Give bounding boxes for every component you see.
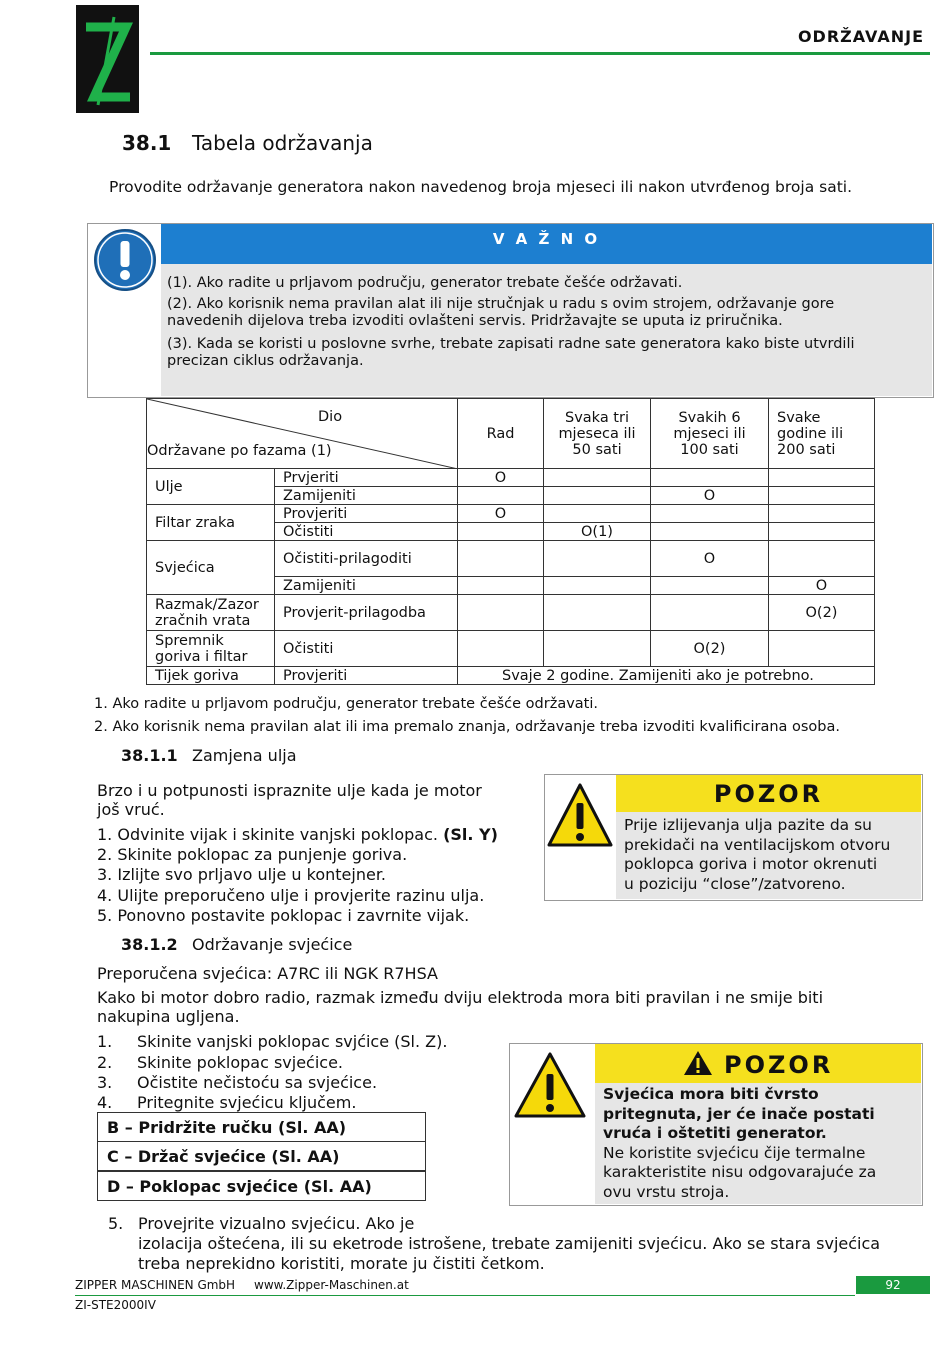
oil-section-number: 38.1.1 xyxy=(121,746,178,765)
important-note-2b: navedenih dijelova treba izvoditi ovlašteni servis. Pridržavajte se uputa iz priručnika. xyxy=(167,313,783,329)
oil-warning-line-2: prekidači na ventilacijskom otvoru xyxy=(624,835,891,854)
important-note-3a: (3). Kada se koristi u poslovne svrhe, trebate zapisati radne sate generatora kako biste utvrdili xyxy=(167,336,855,352)
mark-cell xyxy=(769,523,875,541)
plug-step-num: 1. xyxy=(97,1032,113,1051)
oil-step-5: 5. Ponovno postavite poklopac i zavrnite vijak. xyxy=(97,906,470,925)
page-number: 92 xyxy=(856,1276,930,1294)
fuel-flow-note: Svaje 2 godine. Zamijeniti ako je potrebno. xyxy=(458,667,875,685)
plug-step-4 xyxy=(97,1093,356,1113)
oil-step-3: 3. Izlijte svo prljavo ulje u kontejner. xyxy=(97,865,387,884)
oil-step-2: 2. Skinite poklopac za punjenje goriva. xyxy=(97,845,408,864)
plug-section-number: 38.1.2 xyxy=(121,935,178,954)
oil-warning-body xyxy=(616,812,921,899)
mark-cell xyxy=(544,595,651,631)
mark-cell xyxy=(651,595,769,631)
plug-step-text: Pritegnite svjećicu ključem. xyxy=(137,1093,357,1112)
footer-rule xyxy=(75,1295,855,1296)
header-title: ODRŽAVANJE xyxy=(797,27,924,46)
plug-warning-body xyxy=(595,1083,921,1204)
mark-cell xyxy=(544,541,651,577)
maintenance-table xyxy=(146,398,875,685)
footnote-2: 2. Ako korisnik nema pravilan alat ili ima premalo znanja, održavanje treba izvoditi kvalificirana osoba. xyxy=(94,719,841,735)
plug-step-5-a: Provejrite vizualno svjećicu. Ako je xyxy=(138,1214,415,1233)
intro-text: Provodite održavanje generatora nakon navedenog broja mjeseci ili nakon utvrđenog broja sati. xyxy=(109,178,853,196)
plug-warning-heading xyxy=(595,1044,921,1083)
plug-step-text: Očistite nečistoću sa svjećice. xyxy=(137,1073,378,1092)
mark-cell: O(2) xyxy=(769,595,875,631)
oil-step-4: 4. Ulijte preporučeno ulje i provjerite razinu ulja. xyxy=(97,886,485,905)
part-spark-plug: Svjećica xyxy=(147,541,275,595)
col-header-12-months: Svake godine ili 200 sati xyxy=(769,399,875,469)
plug-step-1 xyxy=(97,1032,447,1052)
plug-warning-line-1: Ne koristite svjećicu čije termalne xyxy=(603,1143,866,1162)
plug-warning-line-3: ovu vrstu stroja. xyxy=(603,1182,730,1201)
plug-text-b: nakupina ugljena. xyxy=(97,1007,240,1026)
warning-triangle-icon xyxy=(510,1044,594,1134)
oil-warning-line-4: u poziciju “close”/zatvoreno. xyxy=(624,874,846,893)
part-air-filter: Filtar zraka xyxy=(147,505,275,541)
important-icon-cell xyxy=(88,224,161,396)
action-cell: Provjeriti xyxy=(275,667,458,685)
section-title: Tabela održavanja xyxy=(192,131,373,155)
part-fuel-tank: Spremnik goriva i filtar xyxy=(147,631,275,667)
mark-cell: O xyxy=(651,541,769,577)
oil-intro-a: Brzo i u potpunosti ispraznite ulje kada je motor xyxy=(97,781,482,800)
plug-warning-line-2: karakteristite nisu odgovarajuće za xyxy=(603,1163,877,1181)
oil-warning-line-3: poklopca goriva i motor okrenuti xyxy=(624,855,878,873)
action-cell: Zamijeniti xyxy=(275,487,458,505)
plug-step-5-b: izolacija oštećena, ili su eketrode istrošene, trebate zamijeniti svjećicu. Ako se stara svjećica xyxy=(138,1234,881,1253)
plug-warning-bold-2: pritegnuta, jer će inače postati xyxy=(603,1104,875,1123)
table-corner-header xyxy=(147,399,458,469)
footnote-1: 1. Ako radite u prljavom području, generator trebate češće održavati. xyxy=(94,696,598,712)
mark-cell xyxy=(544,631,651,667)
mark-cell xyxy=(651,523,769,541)
action-cell: Očistiti xyxy=(275,523,458,541)
mark-cell xyxy=(769,487,875,505)
footer-company: ZIPPER MASCHINEN GmbH xyxy=(75,1278,236,1292)
label-box-d: D – Poklopac svjećice (Sl. AA) xyxy=(97,1171,426,1201)
mark-cell xyxy=(651,577,769,595)
mark-cell xyxy=(544,505,651,523)
small-warning-icon xyxy=(683,1050,713,1076)
part-oil: Ulje xyxy=(147,469,275,505)
mark-cell xyxy=(651,469,769,487)
part-fuel-flow: Tijek goriva xyxy=(147,667,275,685)
plug-text-a: Kako bi motor dobro radio, razmak između dviju elektroda mora biti pravilan i ne smije biti xyxy=(97,988,824,1007)
plug-recommended: Preporučena svjećica: A7RC ili NGK R7HSA xyxy=(97,964,438,983)
header-phase: Održavane po fazama (1) xyxy=(147,443,332,459)
plug-section-title: Održavanje svjećice xyxy=(192,935,353,954)
warning-triangle-icon xyxy=(545,775,615,865)
action-cell: Prvjeriti xyxy=(275,469,458,487)
mark-cell xyxy=(458,487,544,505)
mark-cell: O xyxy=(651,487,769,505)
action-cell: Provjeriti xyxy=(275,505,458,523)
action-cell: Očistiti xyxy=(275,631,458,667)
footer-model: ZI-STE2000IV xyxy=(75,1298,156,1312)
header-part: Dio xyxy=(318,409,343,425)
mark-cell xyxy=(769,631,875,667)
part-air-gap: Razmak/Zazor zračnih vrata xyxy=(147,595,275,631)
oil-warning-icon-cell xyxy=(545,775,615,899)
mark-cell: O(1) xyxy=(544,523,651,541)
plug-warning-bold-3: vruća i oštetiti generator. xyxy=(603,1124,827,1142)
mark-cell xyxy=(544,577,651,595)
oil-section-title: Zamjena ulja xyxy=(192,746,297,765)
zipper-z-icon xyxy=(76,5,139,113)
section-number: 38.1 xyxy=(122,131,172,155)
action-cell: Provjerit-prilagodba xyxy=(275,595,458,631)
mark-cell xyxy=(458,523,544,541)
important-note-2a: (2). Ako korisnik nema pravilan alat ili nije stručnjak u radu s ovim strojem, održavanje gore xyxy=(167,296,835,312)
important-note-1: (1). Ako radite u prljavom području, generator trebate češće održavati. xyxy=(167,275,683,291)
important-note-3b: precizan ciklus održavanja. xyxy=(167,353,364,369)
mark-cell xyxy=(769,469,875,487)
col-header-3-months: Svaka tri mjeseca ili 50 sati xyxy=(544,399,651,469)
mark-cell xyxy=(769,541,875,577)
plug-step-text: Skinite poklopac svjećice. xyxy=(137,1053,344,1072)
footer-url[interactable]: www.Zipper-Maschinen.at xyxy=(254,1278,409,1292)
plug-step-text: Skinite vanjski poklopac svjćice (Sl. Z). xyxy=(137,1032,448,1051)
mark-cell xyxy=(544,469,651,487)
plug-warning-title: POZOR xyxy=(724,1051,834,1079)
plug-step-5-c: treba neprekidno koristiti, morate ju čistiti četkom. xyxy=(138,1254,545,1273)
mark-cell xyxy=(458,577,544,595)
exclamation-circle-icon xyxy=(88,224,161,304)
company-logo xyxy=(76,5,139,113)
plug-step-num: 3. xyxy=(97,1073,113,1092)
plug-step-3 xyxy=(97,1073,377,1093)
oil-step-1-text: 1. Odvinite vijak i skinite vanjski poklopac. xyxy=(97,825,444,844)
plug-warning-bold-1: Svjećica mora biti čvrsto xyxy=(603,1085,819,1103)
label-box-c: C – Držač svjećice (Sl. AA) xyxy=(97,1141,426,1171)
oil-warning-line-1: Prije izlijevanja ulja pazite da su xyxy=(624,816,872,834)
important-heading: V A Ž N O xyxy=(161,224,932,264)
mark-cell xyxy=(458,595,544,631)
mark-cell: O xyxy=(769,577,875,595)
plug-step-num: 4. xyxy=(97,1093,113,1112)
header-rule xyxy=(150,52,930,55)
mark-cell xyxy=(458,631,544,667)
label-box-b: B – Pridržite ručku (Sl. AA) xyxy=(97,1112,426,1142)
oil-step-1 xyxy=(97,825,498,845)
mark-cell: O xyxy=(458,505,544,523)
plug-step-5-number: 5. xyxy=(108,1214,124,1233)
col-header-rad: Rad xyxy=(458,399,544,469)
action-cell: Zamijeniti xyxy=(275,577,458,595)
mark-cell xyxy=(544,487,651,505)
oil-step-1-ref: (Sl. Y) xyxy=(443,825,498,844)
plug-step-2 xyxy=(97,1053,343,1073)
col-header-6-months: Svakih 6 mjeseci ili 100 sati xyxy=(651,399,769,469)
mark-cell: O xyxy=(458,469,544,487)
action-cell: Očistiti-prilagoditi xyxy=(275,541,458,577)
plug-warning-icon-cell xyxy=(510,1044,594,1204)
mark-cell xyxy=(651,505,769,523)
plug-step-num: 2. xyxy=(97,1053,113,1072)
oil-warning-heading: POZOR xyxy=(616,775,921,812)
oil-intro-b: još vruć. xyxy=(97,800,165,819)
mark-cell xyxy=(769,505,875,523)
mark-cell: O(2) xyxy=(651,631,769,667)
mark-cell xyxy=(458,541,544,577)
